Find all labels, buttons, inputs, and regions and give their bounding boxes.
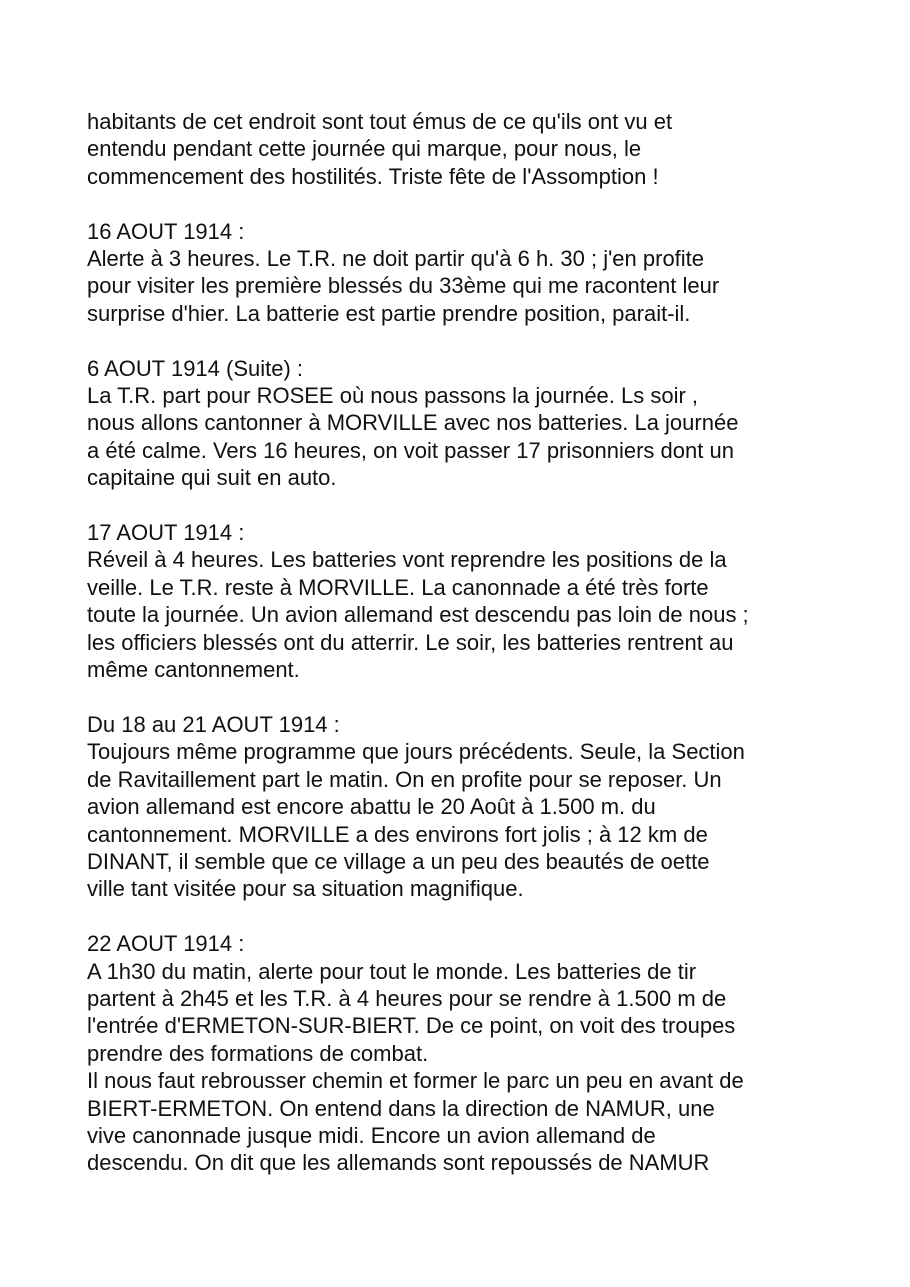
- text-line: l'entrée d'ERMETON-SUR-BIERT. De ce point, on voit des troupes: [87, 1013, 736, 1039]
- text-line: Alerte à 3 heures. Le T.R. ne doit partir qu'à 6 h. 30 ; j'en profite: [87, 246, 705, 272]
- text-line: entendu pendant cette journée qui marque, pour nous, le: [87, 136, 642, 162]
- text-line: habitants de cet endroit sont tout émus de ce qu'ils ont vu et: [87, 109, 673, 134]
- text-line: BIERT-ERMETON. On entend dans la direction de NAMUR, une: [87, 1095, 715, 1121]
- text-line: surprise d'hier. La batterie est partie prendre position, parait-il.: [87, 300, 691, 326]
- text-line: vive canonnade jusque midi. Encore un avion allemand de: [87, 1122, 656, 1148]
- entry-17-aout: [87, 519, 847, 683]
- text-line: DINANT, il semble que ce village a un peu des beautés de oette: [87, 848, 710, 874]
- text-line: les officiers blessés ont du atterrir. Le soir, les batteries rentrent au: [87, 629, 734, 655]
- text-line: cantonnement. MORVILLE a des environs fort jolis ; à 12 km de: [87, 821, 708, 847]
- document-page: [87, 108, 847, 1204]
- text-line: partent à 2h45 et les T.R. à 4 heures pour se rendre à 1.500 m de: [87, 985, 727, 1011]
- text-line: capitaine qui suit en auto.: [87, 465, 337, 491]
- text-line: de Ravitaillement part le matin. On en profite pour se reposer. Un: [87, 766, 722, 792]
- entry-18-21-aout: [87, 711, 847, 903]
- text-line: veille. Le T.R. reste à MORVILLE. La canonnade a été très forte: [87, 574, 709, 600]
- paragraph-intro: [87, 108, 847, 190]
- entry-date-heading: 22 AOUT 1914 :: [87, 931, 245, 957]
- text-line: descendu. On dit que les allemands sont repoussés de NAMUR: [87, 1150, 710, 1176]
- entry-date-heading: Du 18 au 21 AOUT 1914 :: [87, 711, 340, 737]
- text-line: ville tant visitée pour sa situation magnifique.: [87, 876, 524, 902]
- entry-date-heading: 17 AOUT 1914 :: [87, 520, 245, 546]
- entry-date-heading: 6 AOUT 1914 (Suite) :: [87, 355, 304, 381]
- entry-22-aout: [87, 930, 847, 1177]
- text-line: avion allemand est encore abattu le 20 Août à 1.500 m. du: [87, 794, 656, 820]
- text-line: prendre des formations de combat.: [87, 1040, 429, 1066]
- text-line: Il nous faut rebrousser chemin et former le parc un peu en avant de: [87, 1068, 744, 1094]
- text-line: toute la journée. Un avion allemand est descendu pas loin de nous ;: [87, 602, 749, 628]
- text-line: même cantonnement.: [87, 657, 300, 683]
- text-line: Toujours même programme que jours précédents. Seule, la Section: [87, 739, 745, 765]
- text-line: commencement des hostilités. Triste fête de l'Assomption !: [87, 163, 659, 189]
- entry-6-aout-suite: [87, 355, 847, 492]
- text-line: A 1h30 du matin, alerte pour tout le monde. Les batteries de tir: [87, 958, 697, 984]
- entry-date-heading: 16 AOUT 1914 :: [87, 218, 245, 244]
- text-line: Réveil à 4 heures. Les batteries vont reprendre les positions de la: [87, 547, 727, 573]
- entry-16-aout: [87, 218, 847, 328]
- text-line: La T.R. part pour ROSEE où nous passons la journée. Ls soir ,: [87, 383, 699, 409]
- text-line: a été calme. Vers 16 heures, on voit passer 17 prisonniers dont un: [87, 437, 734, 463]
- text-line: nous allons cantonner à MORVILLE avec nos batteries. La journée: [87, 410, 739, 436]
- text-line: pour visiter les première blessés du 33ème qui me racontent leur: [87, 273, 720, 299]
